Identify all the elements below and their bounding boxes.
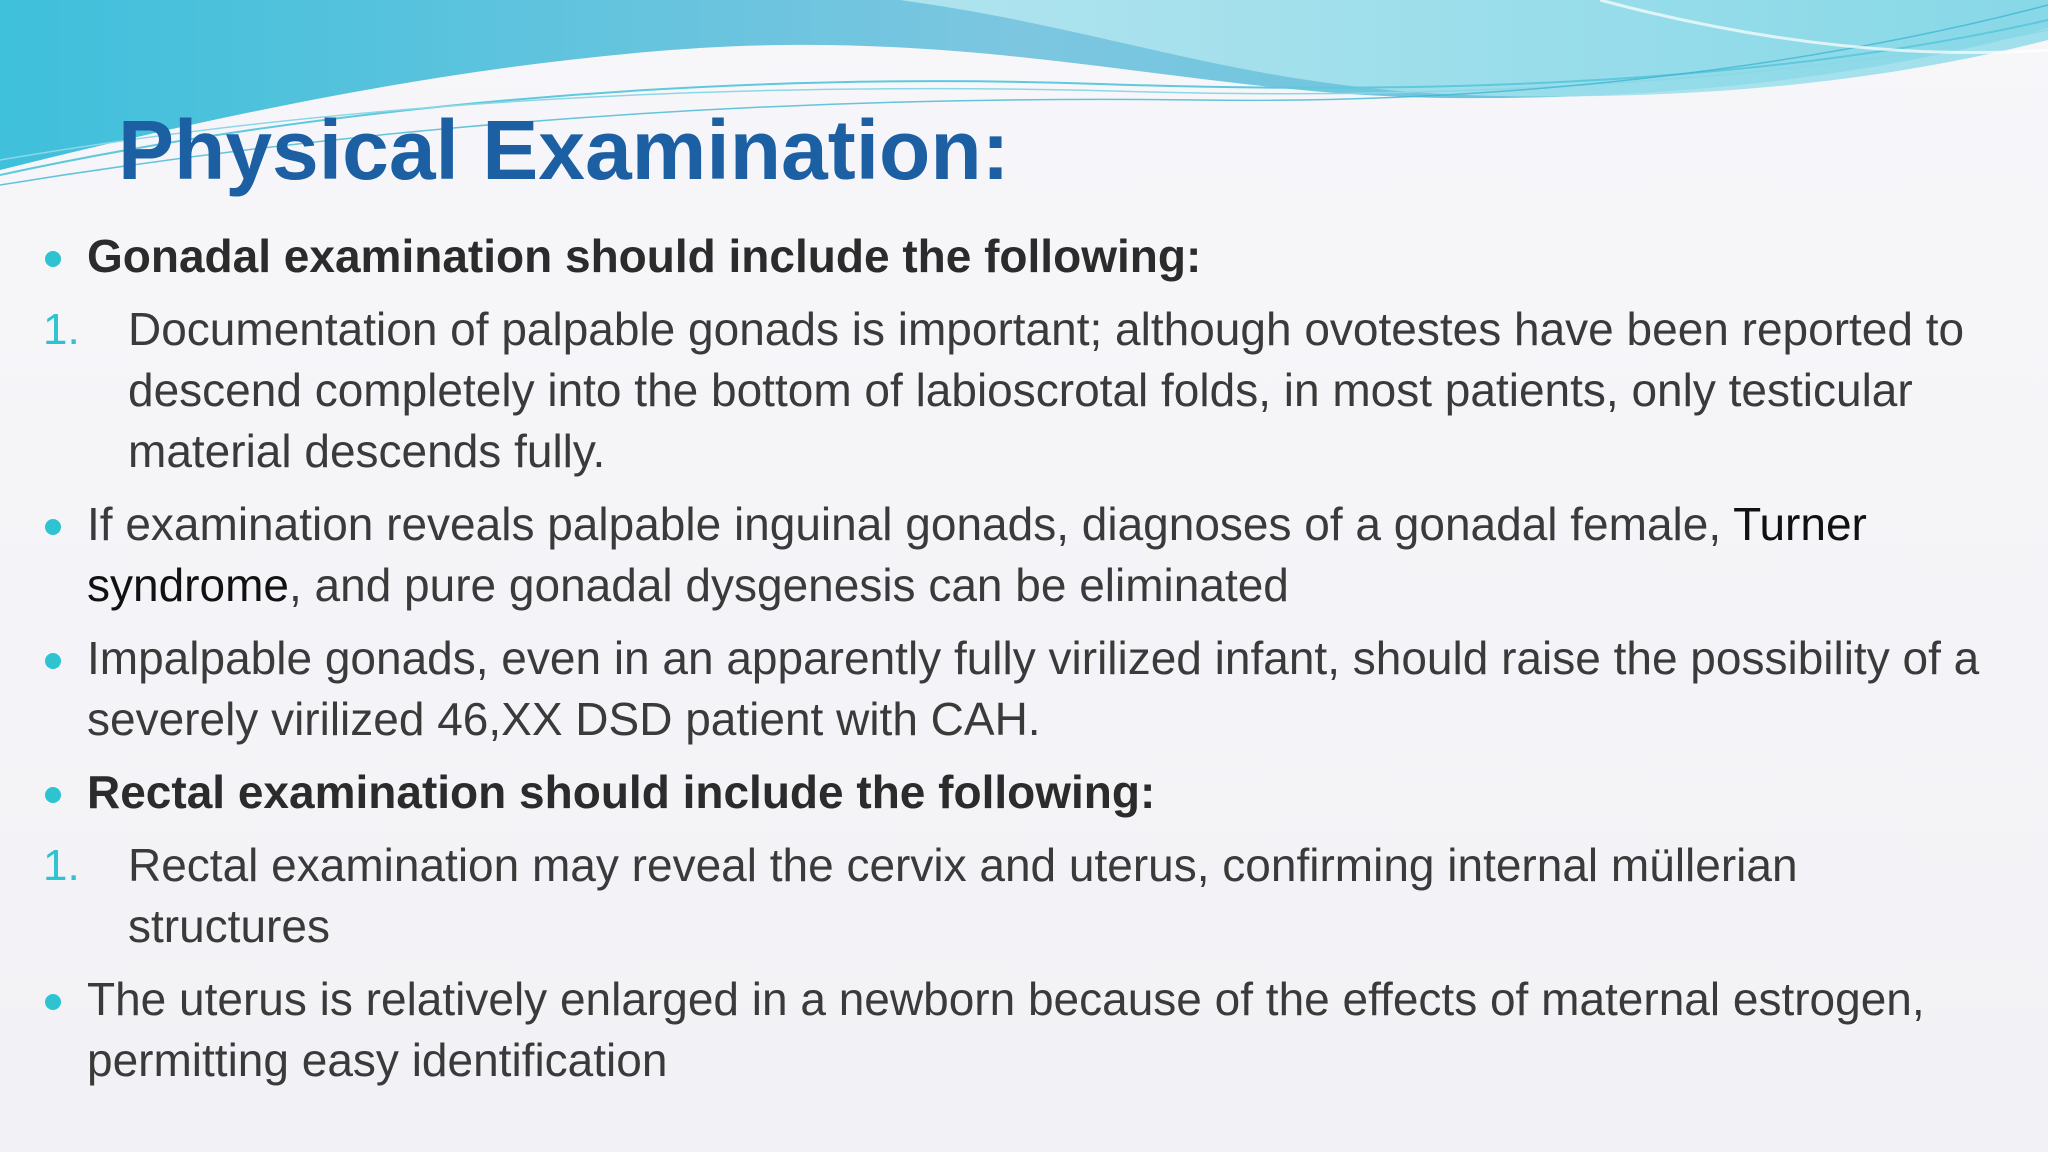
turner-syndrome-term: Turner syndrome — [87, 498, 1867, 611]
numbered-item-documentation — [0, 299, 2008, 482]
numbered-item-rectal — [0, 835, 2008, 957]
bullet-text: Rectal examination should include the following: — [87, 766, 1156, 818]
bullet-dot-icon — [45, 251, 61, 267]
bullet-dot-icon — [45, 994, 61, 1010]
bullet-rectal-heading — [0, 762, 2007, 823]
numbered-item-text: Rectal examination may reveal the cervix and uterus, confirming internal müllerian structures — [128, 839, 1798, 952]
numbered-item-text: Documentation of palpable gonads is important; although ovotestes have been reported to descend completely into the bottom of labioscrotal folds, in most patients, only testicular material descends fully. — [128, 303, 1965, 477]
bullet-text: Impalpable gonads, even in an apparently fully virilized infant, should raise the possibility of a severely virilized 46,XX DSD patient with CAH. — [87, 632, 1980, 745]
bullet-text-part: If examination reveals palpable inguinal gonads, diagnoses of a gonadal female, — [87, 498, 1734, 550]
bullet-dot-icon — [45, 519, 61, 535]
list-number: 1. — [43, 841, 80, 890]
list-number: 1. — [43, 305, 80, 354]
bullet-dot-icon — [45, 787, 61, 803]
bullet-dot-icon — [45, 653, 61, 669]
bullet-impalpable-gonads — [0, 628, 2007, 750]
slide-title: Physical Examination: — [118, 103, 1010, 197]
bullet-gonadal-heading — [0, 226, 2007, 287]
bullet-uterus-enlarged — [0, 969, 2007, 1091]
bullet-text: Gonadal examination should include the following: — [87, 230, 1202, 282]
bullet-text: The uterus is relatively enlarged in a newborn because of the effects of maternal estrogen, permitting easy identification — [87, 973, 1925, 1086]
slide-body — [0, 226, 2048, 1091]
bullet-inguinal-gonads — [0, 494, 2007, 616]
bullet-text-part: , and pure gonadal dysgenesis can be eliminated — [288, 559, 1289, 611]
